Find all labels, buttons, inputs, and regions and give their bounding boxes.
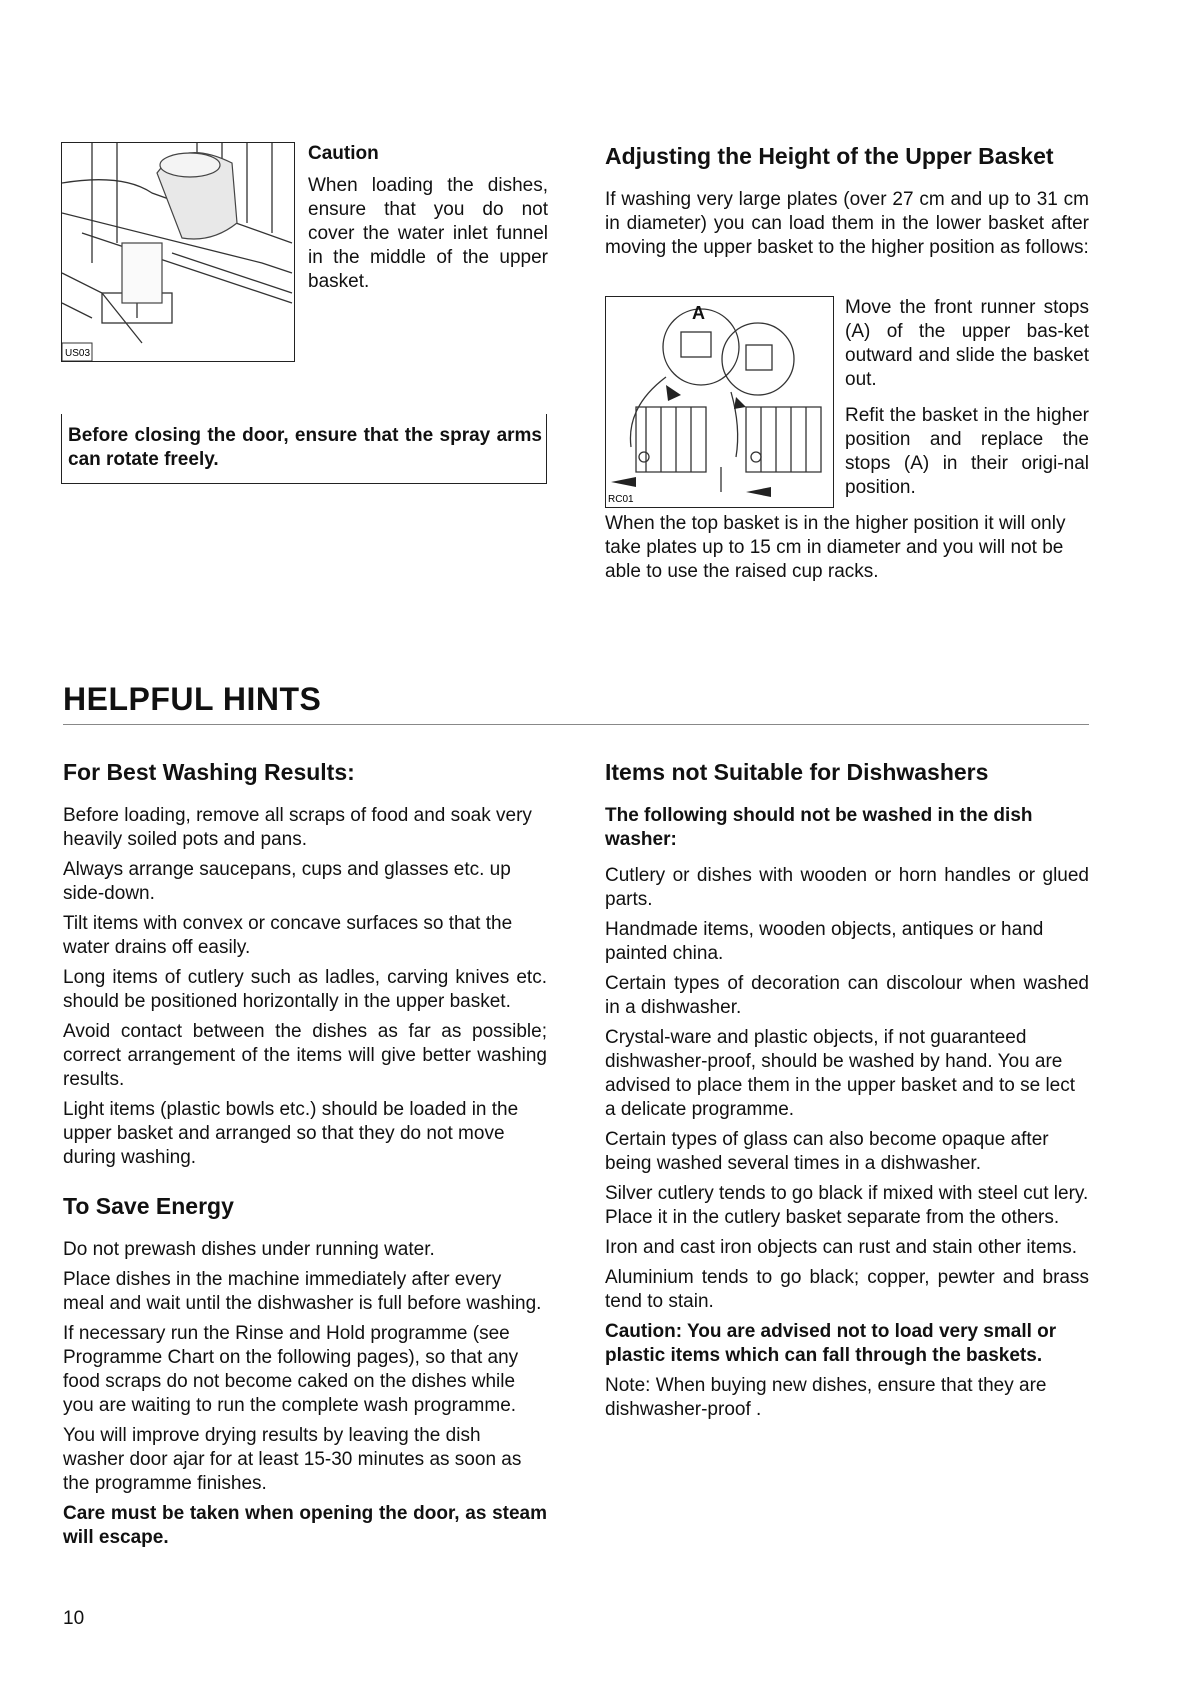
- figure-label-us03: US03: [65, 348, 91, 359]
- adjust-step-1: Move the front runner stops (A) of the upper bas-ket outward and slide the basket out.: [845, 297, 1089, 390]
- best-results-item: Avoid contact between the dishes as far as possible; correct arrangement of the items will give better washing results.: [63, 1021, 547, 1090]
- best-results-section: [63, 758, 547, 1556]
- caution-heading: Caution: [308, 143, 379, 164]
- basket-funnel-illustration: [62, 143, 294, 361]
- not-suitable-item: Certain types of glass can also become opaque after being washed several times in a dishwasher.: [605, 1129, 1049, 1174]
- upper-basket-funnel-figure: [61, 142, 295, 362]
- section-title: HELPFUL HINTS: [63, 681, 322, 717]
- not-suitable-item: Cutlery or dishes with wooden or horn handles or glued parts.: [605, 865, 1089, 910]
- spray-arms-note-box: [61, 414, 547, 484]
- not-suitable-item: Handmade items, wooden objects, antiques or hand painted china.: [605, 919, 1044, 964]
- not-suitable-note: Note: When buying new dishes, ensure that they are dishwasher-proof .: [605, 1375, 1047, 1420]
- save-energy-warning: Care must be taken when opening the door, as steam will escape.: [63, 1503, 547, 1548]
- figure-label-rc01: RC01: [608, 494, 634, 505]
- save-energy-item: If necessary run the Rinse and Hold programme (see Programme Chart on the following pages), so that any food scraps do not become caked on the dishes while you are waiting to run the complete wash programme.: [63, 1323, 519, 1416]
- not-suitable-item: Aluminium tends to go black; copper, pewter and brass tend to stain.: [605, 1267, 1089, 1312]
- adjust-heading: Adjusting the Height of the Upper Basket: [605, 143, 1054, 169]
- not-suitable-item: Silver cutlery tends to go black if mixed with steel cut lery. Place it in the cutlery basket separate from the others.: [605, 1183, 1089, 1228]
- adjust-outro: When the top basket is in the higher position it will only take plates up to 15 cm in diameter and you will not be able to use the raised cup racks.: [605, 513, 1066, 582]
- adjust-step-2: Refit the basket in the higher position and replace the stops (A) in their origi-nal position.: [845, 405, 1089, 498]
- save-energy-item: You will improve drying results by leaving the dish washer door ajar for at least 15-30 minutes as soon as the programme finishes.: [63, 1425, 522, 1494]
- caution-block: [308, 142, 548, 300]
- not-suitable-section: [605, 758, 1089, 1428]
- basket-height-figure: [605, 296, 834, 508]
- best-results-heading: For Best Washing Results:: [63, 759, 355, 785]
- not-suitable-item: Crystal-ware and plastic objects, if not guaranteed dishwasher-proof, should be washed by hand. You are advised to place them in the upper basket and to se lect a delicate programme.: [605, 1027, 1076, 1120]
- not-suitable-item: Iron and cast iron objects can rust and stain other items.: [605, 1237, 1078, 1258]
- best-results-item: Long items of cutlery such as ladles, carving knives etc. should be positioned horizontally in the upper basket.: [63, 967, 547, 1012]
- not-suitable-lead: The following should not be washed in the dish washer:: [605, 805, 1033, 850]
- adjust-intro: If washing very large plates (over 27 cm and up to 31 cm in diameter) you can load them in the lower basket after moving the upper basket to the higher position as follows:: [605, 189, 1089, 258]
- save-energy-item: Place dishes in the machine immediately after every meal and wait until the dishwasher is full before washing.: [63, 1269, 542, 1314]
- not-suitable-caution: Caution: You are advised not to load very small or plastic items which can fall through the baskets.: [605, 1321, 1057, 1366]
- best-results-item: Always arrange saucepans, cups and glasses etc. up side-down.: [63, 859, 511, 904]
- basket-runner-illustration: [606, 297, 833, 507]
- best-results-item: Tilt items with convex or concave surfaces so that the water drains off easily.: [63, 913, 513, 958]
- best-results-item: Before loading, remove all scraps of food and soak very heavily soiled pots and pans.: [63, 805, 532, 850]
- section-divider: [63, 724, 1089, 725]
- runner-stop-letter: A: [692, 303, 705, 323]
- save-energy-item: Do not prewash dishes under running water.: [63, 1239, 435, 1260]
- caution-text: When loading the dishes, ensure that you do not cover the water inlet funnel in the middle of the upper basket.: [308, 175, 548, 292]
- save-energy-heading: To Save Energy: [63, 1193, 234, 1219]
- not-suitable-item: Certain types of decoration can discolour when washed in a dishwasher.: [605, 973, 1089, 1018]
- page-number: 10: [63, 1608, 85, 1629]
- best-results-item: Light items (plastic bowls etc.) should be loaded in the upper basket and arranged so that they do not move during washing.: [63, 1099, 519, 1168]
- spray-arms-note: Before closing the door, ensure that the spray arms can rotate freely.: [68, 425, 542, 470]
- not-suitable-heading: Items not Suitable for Dishwashers: [605, 759, 989, 785]
